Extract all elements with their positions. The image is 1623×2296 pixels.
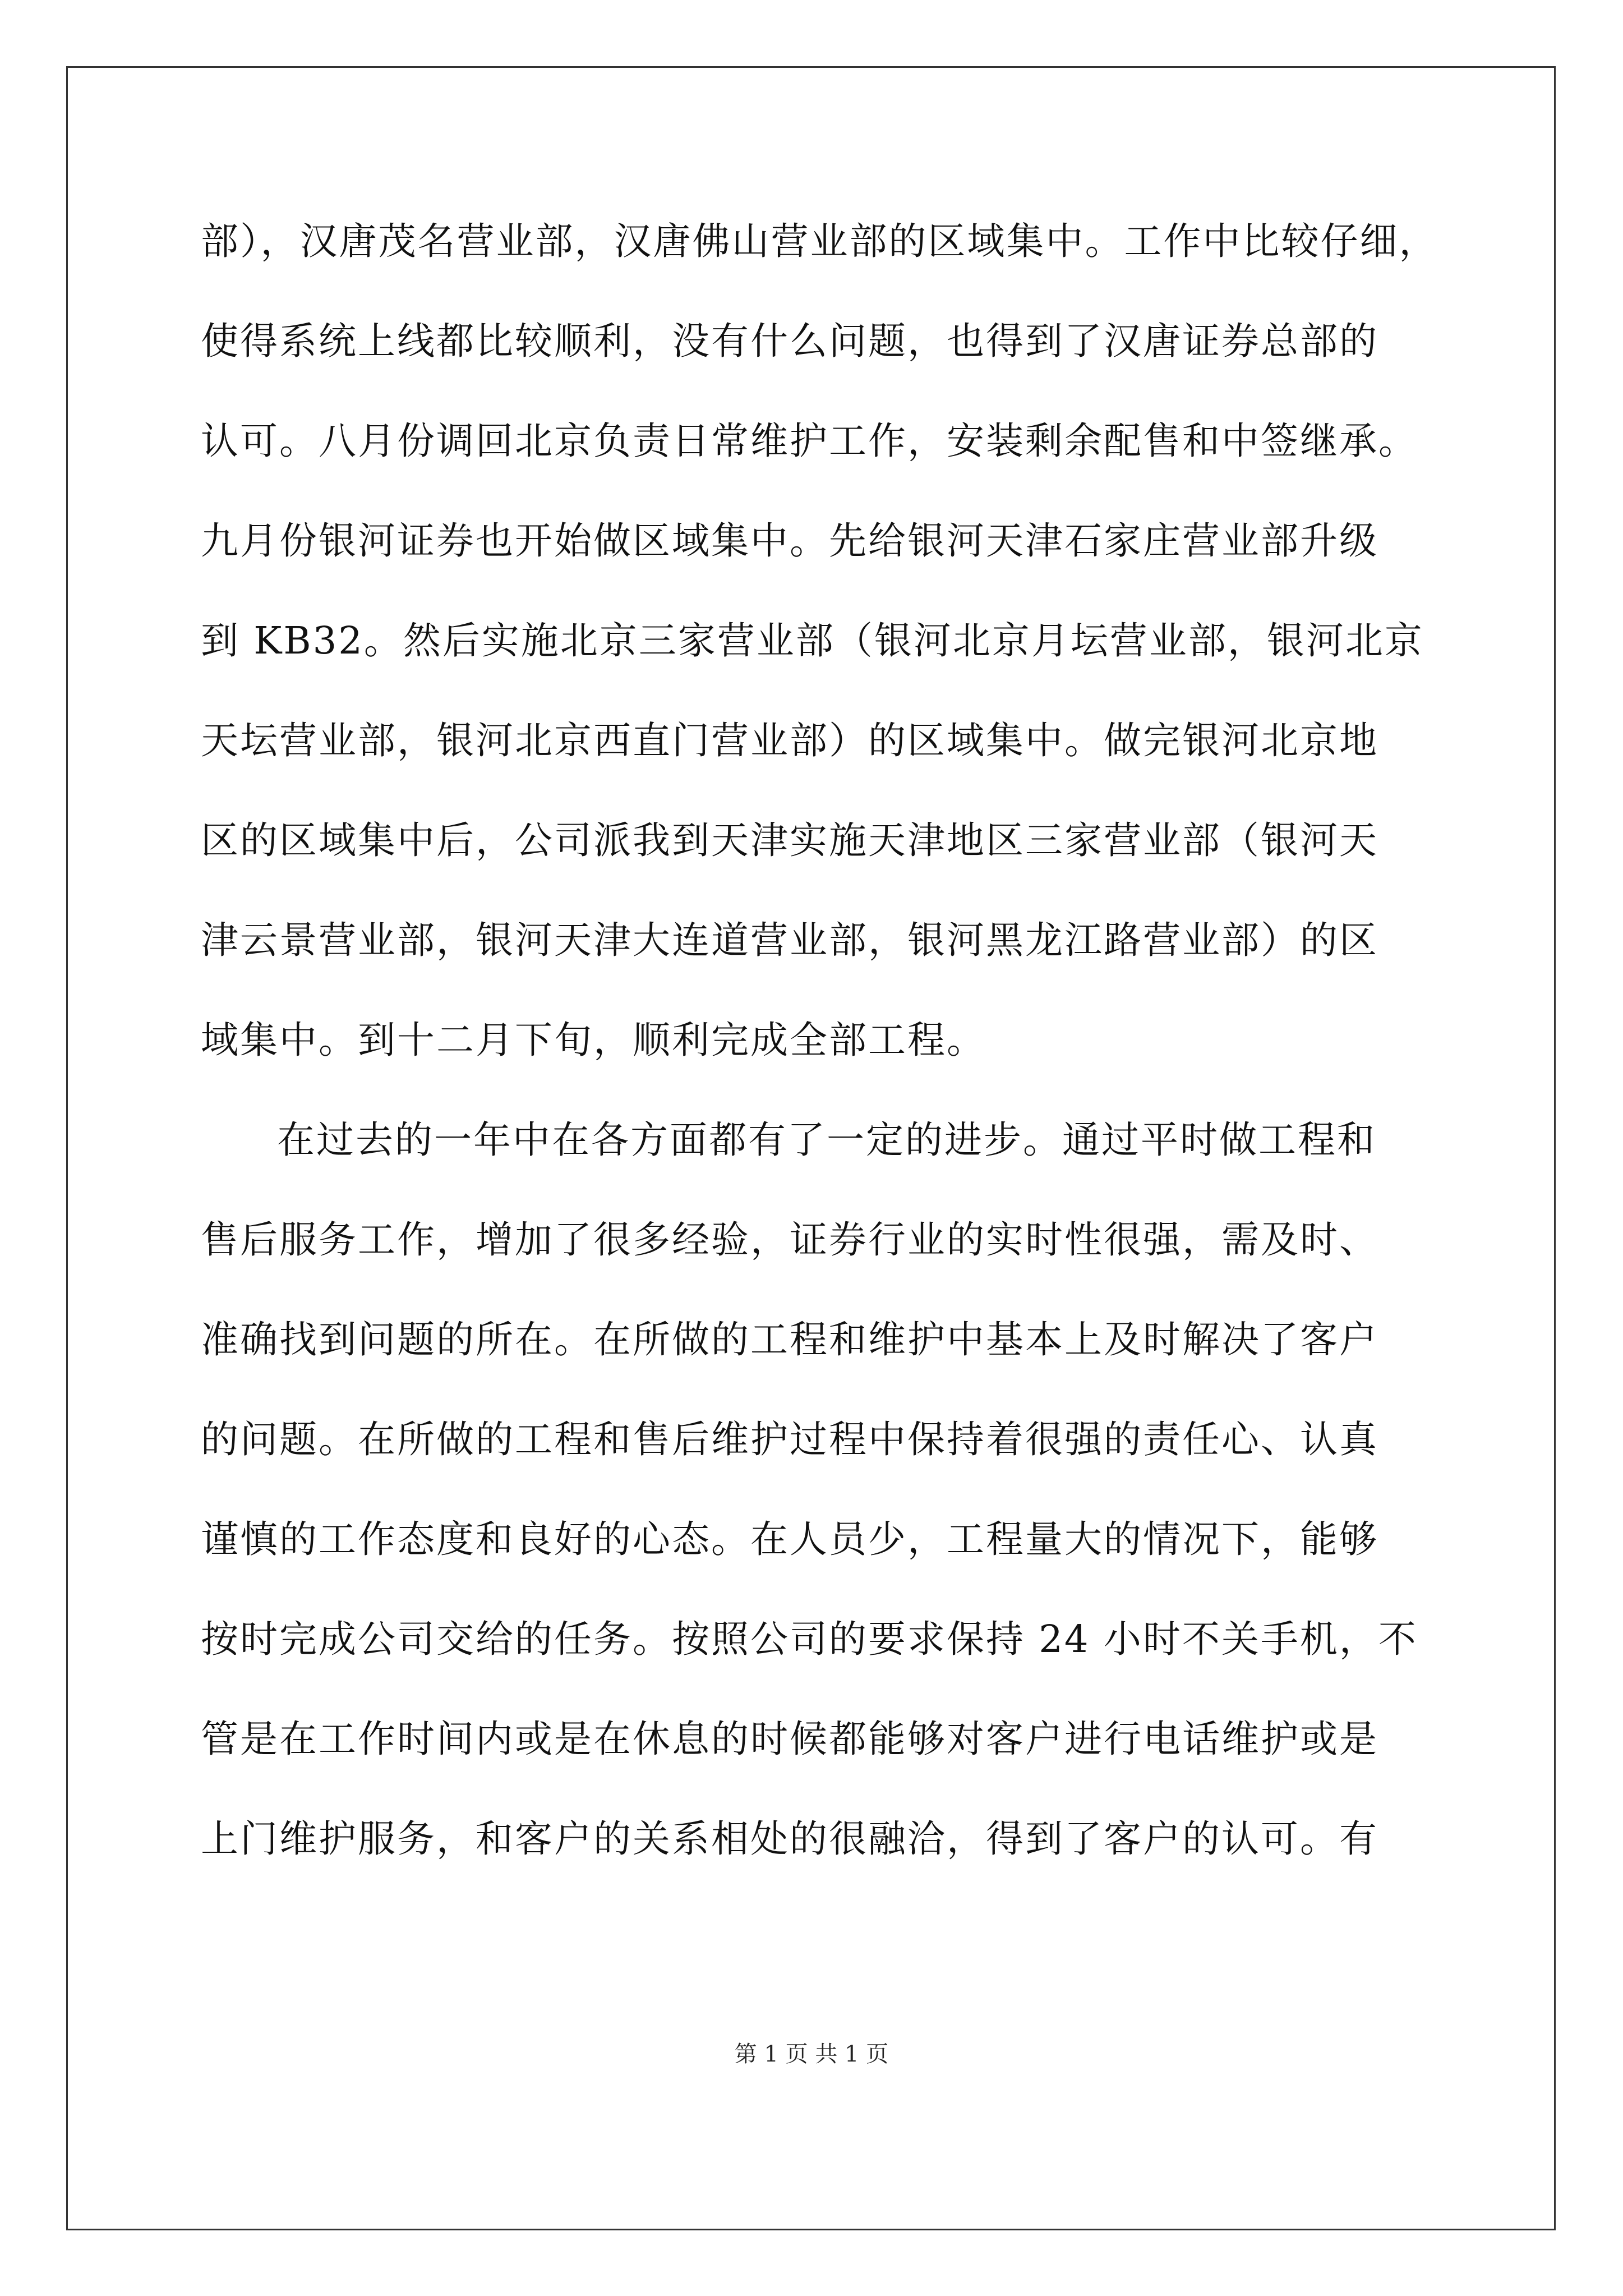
text-line: 使得系统上线都比较顺利，没有什么问题，也得到了汉唐证券总部的 [201, 319, 1378, 363]
text-line: 上门维护服务，和客户的关系相处的很融洽，得到了客户的认可。有 [201, 1817, 1378, 1861]
page-number-footer: 第 1 页 共 1 页 [734, 2041, 889, 2067]
text-line: 天坛营业部，银河北京西直门营业部）的区域集中。做完银河北京地 [201, 719, 1378, 762]
paragraph-1 [201, 219, 1438, 1117]
text-line: 域集中。到十二月下旬，顺利完成全部工程。 [201, 1018, 986, 1062]
text-line: 认可。八月份调回北京负责日常维护工作，安装剩余配售和中签继承。 [201, 419, 1418, 463]
text-line: 管是在工作时间内或是在休息的时候都能够对客户进行电话维护或是 [201, 1717, 1378, 1761]
text-line: 谨慎的工作态度和良好的心态。在人员少，工程量大的情况下，能够 [201, 1517, 1378, 1561]
text-line: 到 KB32。然后实施北京三家营业部（银河北京月坛营业部，银河北京 [201, 619, 1424, 662]
document-body [201, 219, 1438, 1916]
text-line: 部），汉唐茂名营业部，汉唐佛山营业部的区域集中。工作中比较仔细， [201, 219, 1438, 263]
text-line: 区的区域集中后，公司派我到天津实施天津地区三家营业部（银河天 [201, 818, 1378, 862]
text-line: 售后服务工作，增加了很多经验，证券行业的实时性很强，需及时、 [201, 1218, 1378, 1262]
text-line: 在过去的一年中在各方面都有了一定的进步。通过平时做工程和 [277, 1118, 1376, 1162]
paragraph-2 [201, 1117, 1429, 1916]
text-line: 九月份银河证券也开始做区域集中。先给银河天津石家庄营业部升级 [201, 519, 1378, 563]
text-line: 的问题。在所做的工程和售后维护过程中保持着很强的责任心、认真 [201, 1418, 1378, 1461]
text-line: 准确找到问题的所在。在所做的工程和维护中基本上及时解决了客户 [201, 1318, 1378, 1361]
text-line: 按时完成公司交给的任务。按照公司的要求保持 24 小时不关手机，不 [201, 1617, 1418, 1661]
text-line: 津云景营业部，银河天津大连道营业部，银河黑龙江路营业部）的区 [201, 918, 1378, 962]
